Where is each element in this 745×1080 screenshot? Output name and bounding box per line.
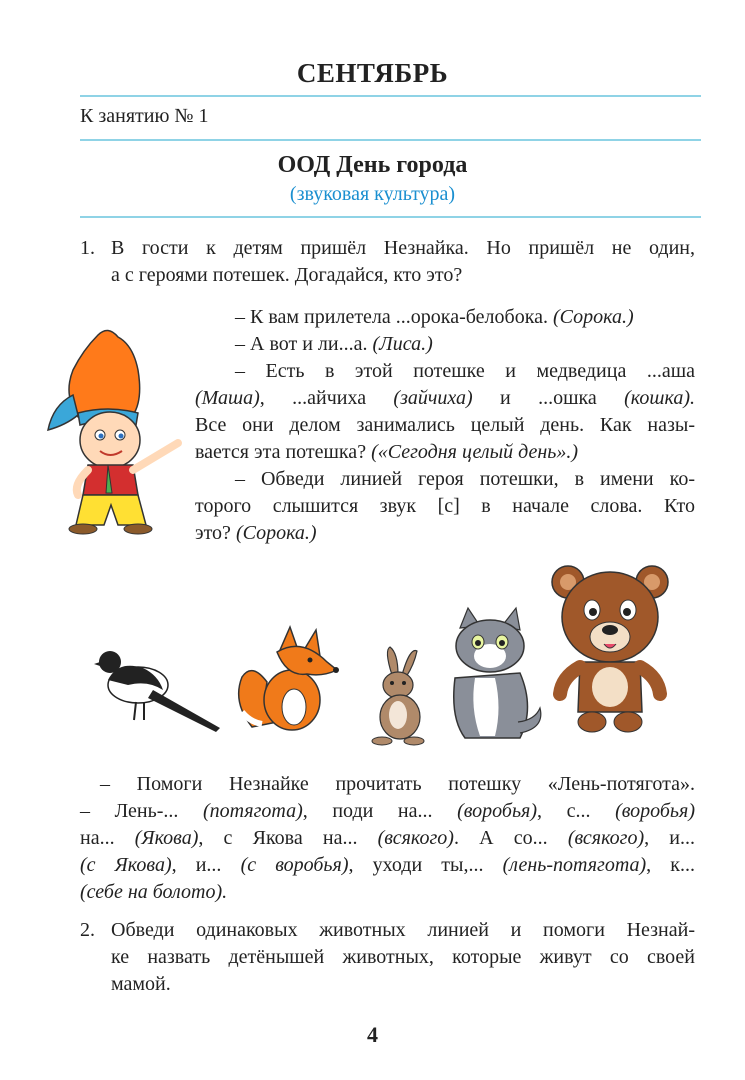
- prompt-text: Все они делом занимались целый день. Как назы-: [195, 414, 695, 436]
- lesson-title: ООД День города: [277, 152, 468, 178]
- rhyme-line: [80, 852, 695, 879]
- task2-line-2: ке назвать детёнышей животных, которые живут со своей: [111, 946, 695, 968]
- answer-text: (всякого): [567, 827, 645, 849]
- task2-number: 2.: [80, 919, 95, 941]
- dialogue-line: [195, 493, 695, 520]
- dialogue-line: [235, 304, 695, 331]
- prompt-text: на...: [80, 827, 135, 849]
- lesson-subtitle: (звуковая культура): [289, 183, 456, 205]
- answer-text: (Маша): [195, 387, 260, 409]
- prompt-text: это?: [195, 522, 236, 544]
- task1-intro-line-1: В гости к детям пришёл Незнайка. Но пришёл не один,: [111, 237, 695, 259]
- answer-text: (воробья): [615, 800, 695, 822]
- prompt-text: , и...: [171, 854, 241, 876]
- neznaika-illustration: [38, 325, 198, 535]
- divider-middle: [80, 139, 701, 141]
- dialogue-line: [195, 439, 695, 466]
- prompt-text: , с...: [537, 800, 616, 822]
- prompt-text: , ...айчиха: [259, 387, 394, 409]
- answer-text: (лень-потягота): [502, 854, 647, 876]
- rhyme-line: [100, 771, 695, 798]
- prompt-text: – Обведи линией героя потешки, в имени ко-: [235, 468, 695, 490]
- prompt-text: – Есть в этой потешке и медведица ...аша: [235, 360, 695, 382]
- fox-illustration: [232, 622, 342, 732]
- prompt-text: торого слышится звук [с] в начале слова. Кто: [195, 495, 695, 517]
- bear-illustration: [550, 562, 670, 734]
- answer-text: (Лиса.): [372, 333, 433, 355]
- prompt-text: , поди на...: [302, 800, 458, 822]
- answer-text: (зайчиха): [393, 387, 473, 409]
- prompt-text: – К вам прилетела ...орока-белобока.: [235, 306, 553, 328]
- prompt-text: и ...ошка: [472, 387, 625, 409]
- prompt-text: , с Якова на...: [198, 827, 378, 849]
- prompt-text: , и...: [644, 827, 696, 849]
- divider-bottom: [80, 216, 701, 218]
- answer-text: (с Якова): [80, 854, 172, 876]
- answer-text: (с воробья): [240, 854, 349, 876]
- dialogue-line: [195, 412, 695, 439]
- dialogue-line: [235, 358, 695, 385]
- prompt-text: – Помоги Незнайке прочитать потешку «Лень-потягота».: [100, 773, 695, 795]
- answer-text: (Сорока.): [552, 306, 634, 328]
- prompt-text: , к...: [646, 854, 696, 876]
- dialogue-line: [235, 466, 695, 493]
- lesson-label: К занятию № 1: [80, 105, 209, 127]
- answer-text: (Якова): [134, 827, 199, 849]
- prompt-text: – Лень-...: [80, 800, 203, 822]
- divider-top: [80, 95, 701, 97]
- hare-illustration: [362, 645, 432, 745]
- dialogue-line: [195, 385, 695, 412]
- cat-illustration: [440, 608, 545, 748]
- prompt-text: . А со...: [453, 827, 568, 849]
- month-heading: СЕНТЯБРЬ: [296, 58, 449, 88]
- task1-intro-line-2: а с героями потешек. Догадайся, кто это?: [111, 264, 463, 286]
- prompt-text: вается эта потешка?: [195, 441, 372, 463]
- answer-text: (Сорока.): [235, 522, 317, 544]
- rhyme-line: [80, 879, 695, 906]
- task2-line-1: Обведи одинаковых животных линией и помоги Незнай-: [111, 919, 695, 941]
- dialogue-line: [235, 331, 695, 358]
- page-number: 4: [367, 1022, 378, 1047]
- prompt-text: – А вот и ли...а.: [235, 333, 373, 355]
- answer-text: («Сегодня целый день».): [371, 441, 579, 463]
- answer-text: (всякого): [377, 827, 454, 849]
- rhyme-line: [80, 825, 695, 852]
- rhyme-line: [80, 798, 695, 825]
- task1-number: 1.: [80, 237, 95, 259]
- dialogue-line: [195, 520, 695, 547]
- magpie-illustration: [98, 640, 223, 730]
- answer-text: (потягота): [202, 800, 303, 822]
- prompt-text: , уходи ты,...: [348, 854, 503, 876]
- answer-text: (себе на болото).: [80, 881, 228, 903]
- task2-line-3: мамой.: [111, 973, 171, 995]
- answer-text: (воробья): [457, 800, 538, 822]
- answer-text: (кошка).: [624, 387, 695, 409]
